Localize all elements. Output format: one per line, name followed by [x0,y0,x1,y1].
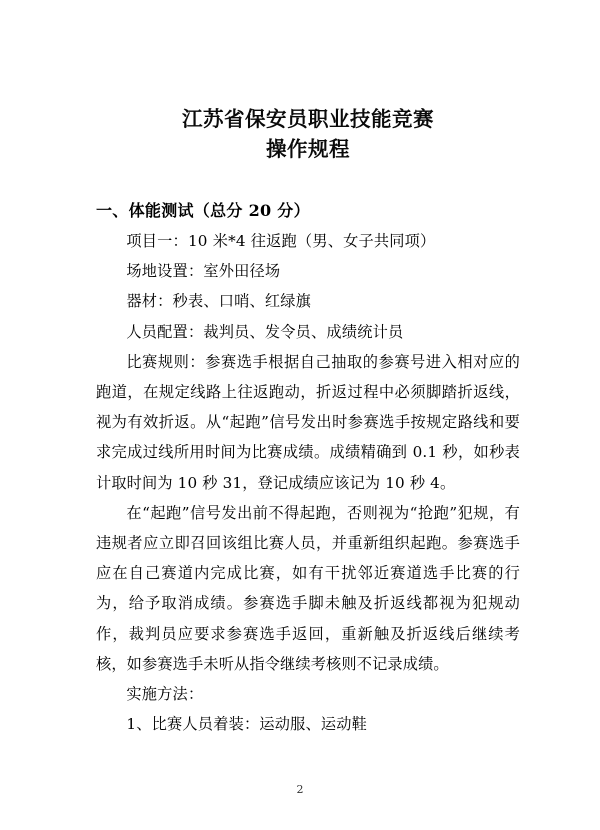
page-title-line-2: 操作规程 [266,137,350,161]
field-item-venue: 场地设置：室外田径场 [126,262,281,281]
field-item-staff: 人员配置：裁判员、发令员、成绩统计员 [126,322,404,341]
paragraph-rules: 比赛规则：参赛选手根据自己抽取的参赛号进入相对应的跑道，在规定线路上往返跑动，折返过程中必须脚踏折返线，视为有效折返。从“起跑”信号发出时参赛选手按规定路线和要求完成过线所用时间为比赛成绩。成绩精确到 0.1 秒，如秒表计取时间为 10 秒 31，登记成绩应该记为 10 秒 4。 [96,352,520,492]
page-number: 2 [296,783,304,796]
method-label: 实施方法： [126,685,204,704]
page-title-line-1: 江苏省保安员职业技能竞赛 [182,107,434,131]
section-heading: 一、体能测试（总分 20 分） [96,201,310,220]
paragraph-false-start: 在“起跑”信号发出前不得起跑，否则视为“抢跑”犯规，有违规者应立即召回该组比赛人员，并重新组织起跑。参赛选手应在自己赛道内完成比赛，如有干扰邻近赛道选手比赛的行为，给予取消成绩。参赛选手脚未触及折返线都视为犯规动作，裁判员应要求参赛选手返回，重新触及折返线后继续考核，如参赛选手未听从指令继续考核则不记录成绩。 [96,503,520,673]
method-item-1: 1、比赛人员着装：运动服、运动鞋 [126,715,368,734]
field-item-equipment: 器材：秒表、口哨、红绿旗 [126,292,312,311]
document-body [96,104,520,739]
page-title [96,104,520,164]
field-item-project: 项目一：10 米*4 往返跑（男、女子共同项） [126,232,436,250]
